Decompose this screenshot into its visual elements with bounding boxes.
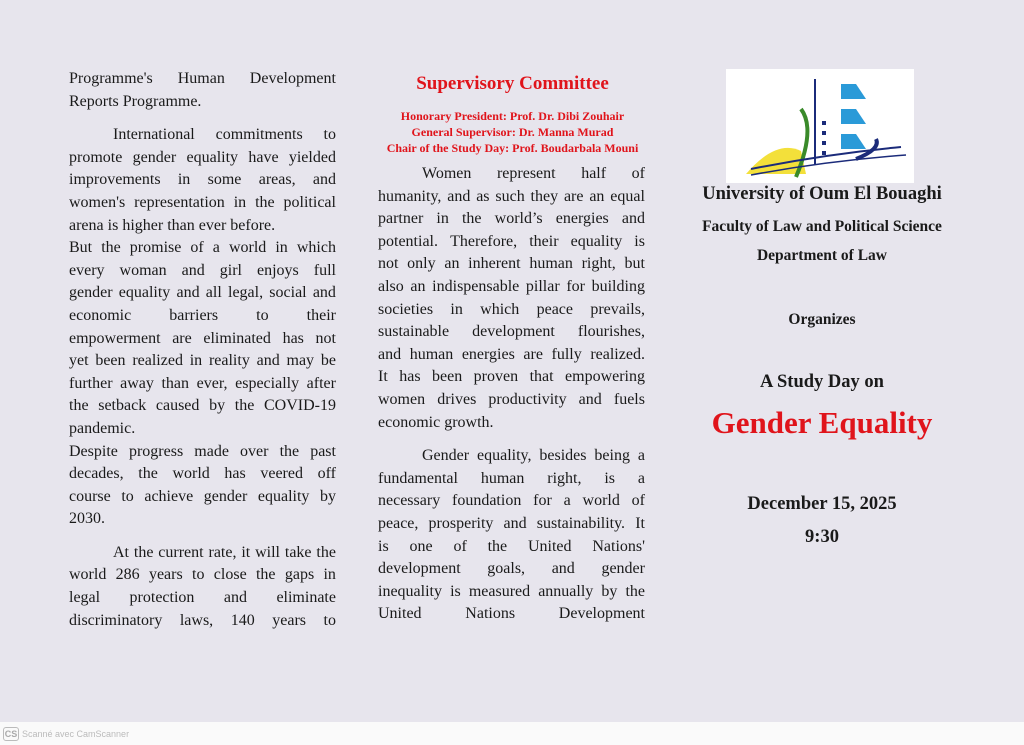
text-line: course to achieve gender equality by xyxy=(69,487,336,505)
text-line: economic growth. xyxy=(378,413,494,431)
text-line: gender equality and all legal, social and xyxy=(69,284,336,302)
text-line: every woman and girl enjoys full xyxy=(69,261,336,279)
text-line: Programme's Human Development xyxy=(69,70,336,87)
column-left xyxy=(69,68,336,632)
supervisory-committee xyxy=(370,72,655,156)
event-time: 9:30 xyxy=(805,527,839,547)
paragraph xyxy=(378,445,645,626)
study-day-label: A Study Day on xyxy=(760,372,884,392)
text-line: 2030. xyxy=(69,510,105,528)
university-logo xyxy=(726,69,914,183)
text-line: the setback caused by the COVID-19 xyxy=(69,397,336,415)
text-line: Gender equality, besides being a xyxy=(422,447,645,465)
text-line: decades, the world has veered off xyxy=(69,465,336,483)
paragraph xyxy=(69,237,336,440)
text-line: also an indispensable pillar for building xyxy=(378,277,645,295)
column-middle xyxy=(378,163,645,626)
text-line: sustainable development flourishes, xyxy=(378,323,645,341)
paragraph xyxy=(69,441,336,531)
event-date: December 15, 2025 xyxy=(747,494,897,514)
text-line: economic barriers to their xyxy=(69,306,336,324)
paragraph xyxy=(378,163,645,434)
text-line: fundamental human right, is a xyxy=(378,469,645,487)
committee-members xyxy=(370,108,655,156)
text-line: not only an inherent human right, but xyxy=(378,255,645,273)
watermark-text: Scanné avec CamScanner xyxy=(22,729,130,739)
text-line: further away than ever, especially after xyxy=(69,374,336,392)
topic-title: Gender Equality xyxy=(711,405,933,440)
paragraph-gap xyxy=(378,434,645,445)
text-line: is one of the United Nations' xyxy=(378,537,645,555)
university-name: University of Oum El Bouaghi xyxy=(702,184,942,204)
text-line: yet been realized in reality and may be xyxy=(69,352,336,370)
text-line: It has been proven that empowering xyxy=(378,368,645,386)
text-line: International commitments to xyxy=(113,126,336,144)
text-line: development goals, and gender xyxy=(378,560,645,578)
department-name: Department of Law xyxy=(756,247,887,264)
faculty-name: Faculty of Law and Political Science xyxy=(702,218,942,235)
text-line: humanity, and as such they are an equal xyxy=(378,187,645,205)
text-line: societies in which peace prevails, xyxy=(378,300,645,318)
committee-member: Honorary President: Prof. Dr. Dibi Zouhair xyxy=(400,109,625,123)
text-line: pandemic. xyxy=(69,419,136,437)
text-line: women drives productivity and fuels xyxy=(378,390,645,408)
text-line: discriminatory laws, 140 years to xyxy=(69,611,336,629)
scanner-watermark xyxy=(0,722,1024,745)
paragraph xyxy=(69,542,336,632)
text-line: Women represent half of xyxy=(422,165,645,182)
camscanner-icon: CS xyxy=(4,729,18,739)
text-line: At the current rate, it will take the xyxy=(113,543,336,561)
text-line: necessary foundation for a world of xyxy=(378,492,645,510)
committee-member: Chair of the Study Day: Prof. Boudarbala Mouni xyxy=(386,141,639,155)
text-line: inequality is measured annually by the xyxy=(378,582,645,600)
paragraph-gap xyxy=(69,531,336,542)
text-line: But the promise of a world in which xyxy=(69,239,336,257)
organizes-label: Organizes xyxy=(788,311,856,328)
text-line: legal protection and eliminate xyxy=(69,589,336,607)
committee-title: Supervisory Committee xyxy=(416,73,609,94)
text-line: world 286 years to close the gaps in xyxy=(69,566,336,584)
text-line: promote gender equality have yielded xyxy=(69,148,336,166)
text-line: partner in the world’s energies and xyxy=(378,210,645,228)
text-line: and human energies are fully realized. xyxy=(378,345,645,363)
text-line: potential. Therefore, their equality is xyxy=(378,232,645,250)
text-line: empowerment are eliminated has not xyxy=(69,329,336,347)
text-line: improvements in some areas, and xyxy=(69,171,336,189)
committee-member: General Supervisor: Dr. Manna Murad xyxy=(411,125,614,139)
text-line: United Nations Development xyxy=(378,605,645,623)
paragraph xyxy=(69,124,336,237)
text-line: Reports Programme. xyxy=(69,92,202,110)
paragraph xyxy=(69,68,336,113)
text-line: peace, prosperity and sustainability. It xyxy=(378,514,645,532)
text-line: arena is higher than ever before. xyxy=(69,216,276,234)
paragraph-gap xyxy=(69,113,336,124)
text-line: Despite progress made over the past xyxy=(69,442,336,460)
text-line: women's representation in the political xyxy=(69,193,336,211)
